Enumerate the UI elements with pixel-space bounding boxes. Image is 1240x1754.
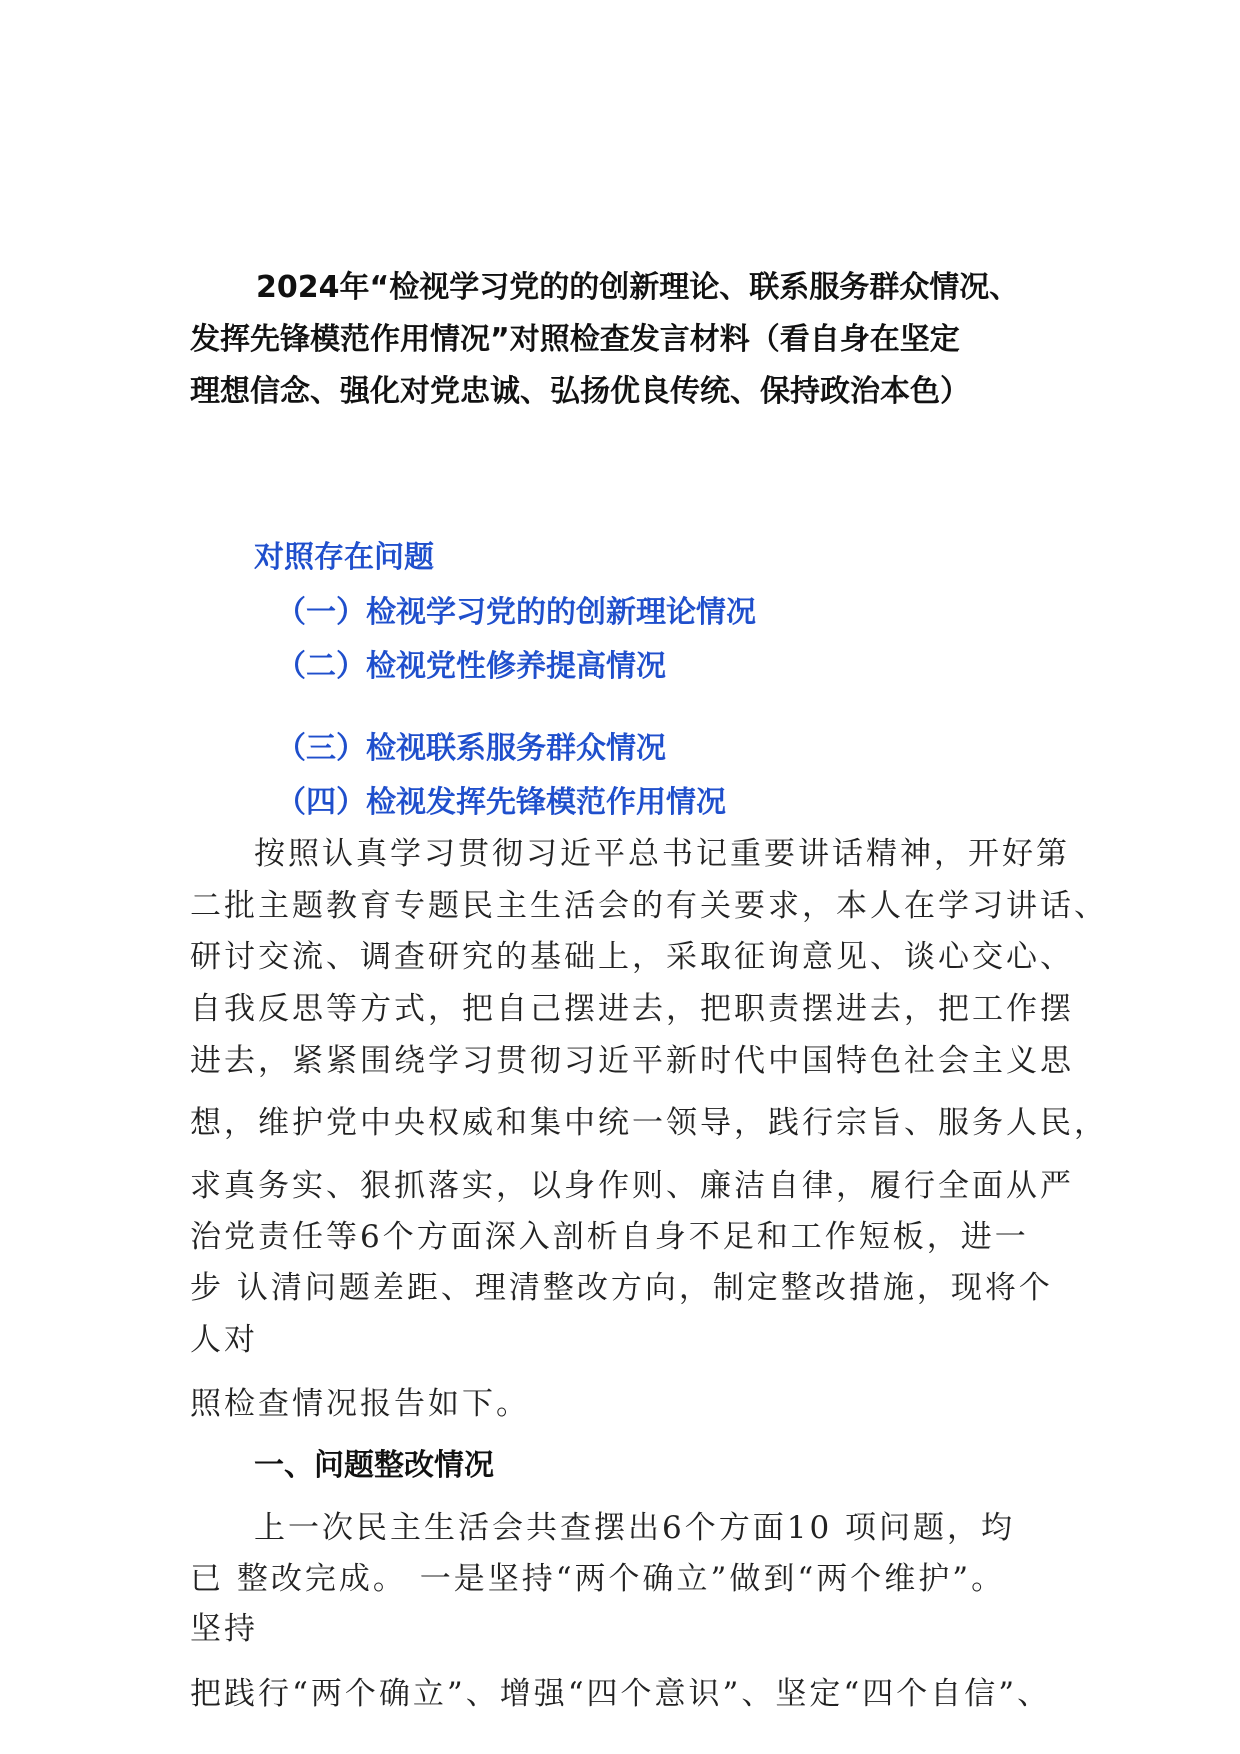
intro-line-10: 人对 <box>190 1322 258 1358</box>
intro-line-2: 二批主题教育专题民主生活会的有关要求，本人在学习讲话、 <box>190 888 1108 924</box>
intro-line-1: 按照认真学习贯彻习近平总书记重要讲话精神，开好第 <box>254 836 1070 872</box>
section-one-heading: 一、问题整改情况 <box>254 1448 494 1483</box>
section-one-line-4: 把践行“两个确立”、增强“四个意识”、坚定“四个自信”、 <box>190 1676 1052 1712</box>
section-one-line-3: 坚持 <box>190 1611 258 1647</box>
title-line-3: 理想信念、强化对党忠诚、弘扬优良传统、保持政治本色） <box>190 374 970 409</box>
section-one-line-1: 上一次民主生活会共查摆出6个方面10 项问题，均 <box>254 1510 1016 1546</box>
document-title <box>190 262 1070 418</box>
title-line-2: 发挥先锋模范作用情况”对照检查发言材料（看自身在坚定 <box>190 322 960 357</box>
toc-item-1: （一）检视学习党的的创新理论情况 <box>276 595 756 630</box>
toc-item-3: （三）检视联系服务群众情况 <box>276 731 666 766</box>
toc-item-4: （四）检视发挥先锋模范作用情况 <box>276 785 726 820</box>
intro-line-4: 自我反思等方式，把自己摆进去，把职责摆进去，把工作摆 <box>190 991 1074 1027</box>
intro-line-3: 研讨交流、调查研究的基础上，采取征询意见、谈心交心、 <box>190 939 1074 975</box>
toc-heading: 对照存在问题 <box>254 540 434 575</box>
intro-line-6: 想，维护党中央权威和集中统一领导，践行宗旨、服务人民， <box>190 1105 1108 1141</box>
intro-line-8: 治党责任等6个方面深入剖析自身不足和工作短板，进一 <box>190 1219 1029 1255</box>
intro-line-9: 步 认清问题差距、理清整改方向，制定整改措施，现将个 <box>190 1270 1053 1306</box>
intro-line-7: 求真务实、狠抓落实，以身作则、廉洁自律，履行全面从严 <box>190 1168 1074 1204</box>
toc-item-2: （二）检视党性修养提高情况 <box>276 649 666 684</box>
section-one-line-2: 已 整改完成。 一是坚持“两个确立”做到“两个维护”。 <box>190 1561 1006 1597</box>
intro-line-5: 进去，紧紧围绕学习贯彻习近平新时代中国特色社会主义思 <box>190 1043 1074 1079</box>
intro-line-11: 照检查情况报告如下。 <box>190 1386 530 1422</box>
title-line-1: 2024年“检视学习党的的创新理论、联系服务群众情况、 <box>256 270 1020 305</box>
